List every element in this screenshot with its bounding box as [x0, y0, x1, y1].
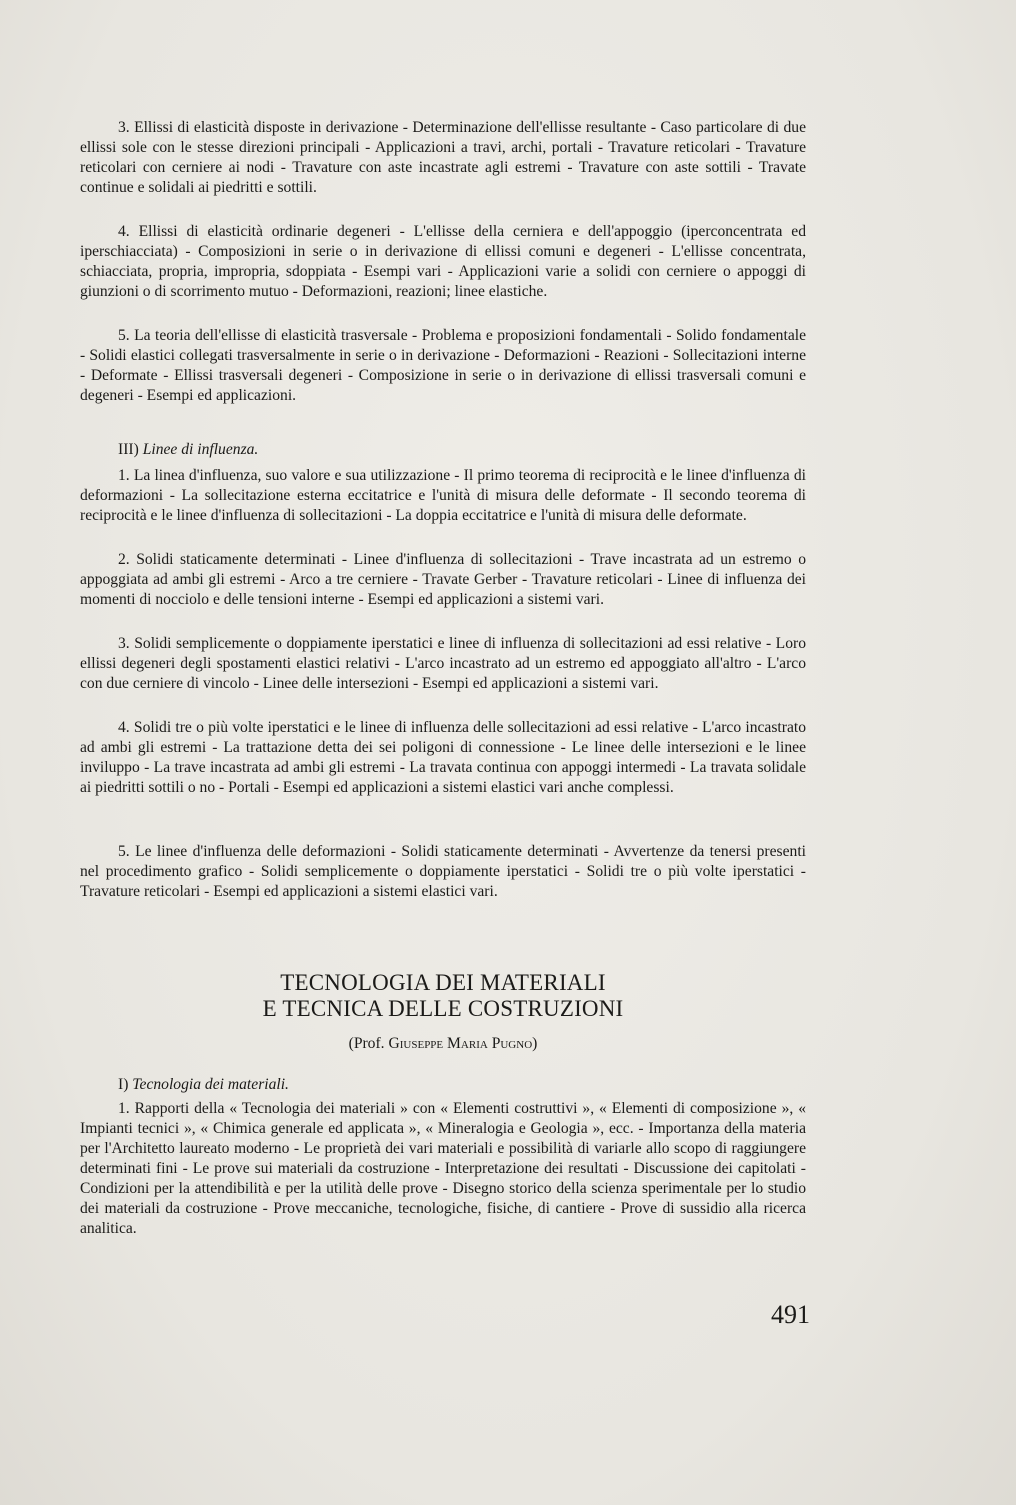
paragraph-linea-influenza-3: 3. Solidi semplicemente o doppiamente iperstatici e linee di influenza di sollecitazioni ad essi relative - Loro ellissi degeneri degli spostamenti elastici relativi - L'arco incastrato ad un estremo ed appoggiato all'altro - L'arco con due cerniere di vincolo - Linee delle intersezioni - Esempi ed applicazioni a sistemi vari.: [80, 635, 806, 692]
course-title-line-2: E TECNICA DELLE COSTRUZIONI: [262, 996, 624, 1021]
paragraph-ellisse-trasversale: 5. La teoria dell'ellisse di elasticità trasversale - Problema e proposizioni fondamentali - Solido fondamentale - Solidi elastici collegati trasversalmente in serie o in derivazione - Deformazioni - Reazioni - Sollecitazioni interne - Deformate - Ellissi trasversali degeneri - Composizione in serie o in derivazione di ellissi trasversali comuni e degeneri - Esempi ed applicazioni.: [80, 327, 806, 404]
page-number: 491: [771, 1300, 810, 1329]
professor-prefix: (Prof.: [348, 1035, 385, 1052]
paragraph-ellissi-derivazione: 3. Ellissi di elasticità disposte in derivazione - Determinazione dell'ellisse resultante - Caso particolare di due ellissi sole con le stesse direzioni principali - Applicazioni a travi, archi, portali - Travature reticolari - Travature reticolari con cerniere ai nodi - Travature con aste incastrate agli estremi - Travature con aste sottili - Travate continue e solidali ai piedritti e sottili.: [80, 119, 806, 196]
paragraph-linea-influenza-4: 4. Solidi tre o più volte iperstatici e le linee di influenza delle sollecitazioni ad essi relative - L'arco incastrato ad ambi gli estremi - La trattazione detta dei sei poligoni di connessione - Le linee delle intersezioni e le linee inviluppo - La trave incastrata ad ambi gli estremi - La travata continua con appoggi intermedi - La travata solidale ai piedritti sottili o no - Portali - Esempi ed applicazioni a sistemi elastici vari anche complessi.: [80, 719, 806, 796]
section-number: I): [118, 1076, 129, 1093]
course-title-line-1: TECNOLOGIA DEI MATERIALI: [280, 970, 606, 995]
paragraph-ellissi-degeneri: 4. Ellissi di elasticità ordinarie degeneri - L'ellisse della cerniera e dell'appoggio (iperconcentrata ed iperschiacciata) - Composizioni in serie o in derivazione di ellissi comuni e degeneri - L'ellisse concentrata, schiacciata, propria, impropria, sdoppiata - Esempi vari - Applicazioni varie a solidi con cerniere o appoggi di giunzioni o di scorrimento mutuo - Deformazioni, reazioni; linee elastiche.: [80, 223, 806, 300]
professor-name: Giuseppe Maria Pugno: [388, 1035, 533, 1052]
paragraph-linea-influenza-1: 1. La linea d'influenza, suo valore e sua utilizzazione - Il primo teorema di reciprocità e le linee d'influenza di deformazioni - La sollecitazione esterna eccitatrice e l'unità di misura delle deformate - Il secondo teorema di reciprocità e le linee d'influenza di sollecitazioni - La doppia eccitatrice e l'unità di misura delle deformate.: [80, 467, 806, 524]
section-number: III): [118, 441, 139, 458]
section-heading-tecnologia: [118, 1075, 289, 1095]
section-title: Linee di influenza.: [142, 441, 259, 458]
professor-line: [0, 1035, 886, 1053]
paragraph-linea-influenza-5: 5. Le linee d'influenza delle deformazioni - Solidi staticamente determinati - Avvertenze da tenersi presenti nel procedimento grafico - Solidi semplicemente o doppiamente iperstatici - Solidi tre o più volte iperstatici - Travature reticolari - Esempi ed applicazioni a sistemi elastici vari.: [80, 843, 806, 900]
paragraph-linea-influenza-2: 2. Solidi staticamente determinati - Linee d'influenza di sollecitazioni - Trave incastrata ad un estremo o appoggiata ad ambi gli estremi - Arco a tre cerniere - Travate Gerber - Travature reticolari - Linee di influenza dei momenti di nocciolo e delle tensioni interne - Esempi ed applicazioni a sistemi vari.: [80, 551, 806, 608]
paragraph-rapporti: 1. Rapporti della « Tecnologia dei materiali » con « Elementi costruttivi », « Elementi di composizione », « Impianti tecnici », « Chimica generale ed applicata », « Mineralogia e Geologia », ecc. - Importanza della materia per l'Architetto laureato moderno - Le proprietà dei vari materiali e possibilità di variarle allo scopo di raggiungere determinati fini - Le prove sui materiali da costruzione - Interpretazione dei resultati - Discussione dei capitolati - Condizioni per la attendibilità e per la utilità delle prove - Disegno storico della scienza sperimentale per lo studio dei materiali da costruzione - Prove meccaniche, tecnologiche, fisiche, di cantiere - Prove di sussidio alla ricerca analitica.: [80, 1100, 806, 1237]
professor-suffix: ): [532, 1035, 538, 1052]
section-title: Tecnologia dei materiali.: [132, 1076, 289, 1093]
section-heading-linee-influenza: [118, 440, 258, 460]
